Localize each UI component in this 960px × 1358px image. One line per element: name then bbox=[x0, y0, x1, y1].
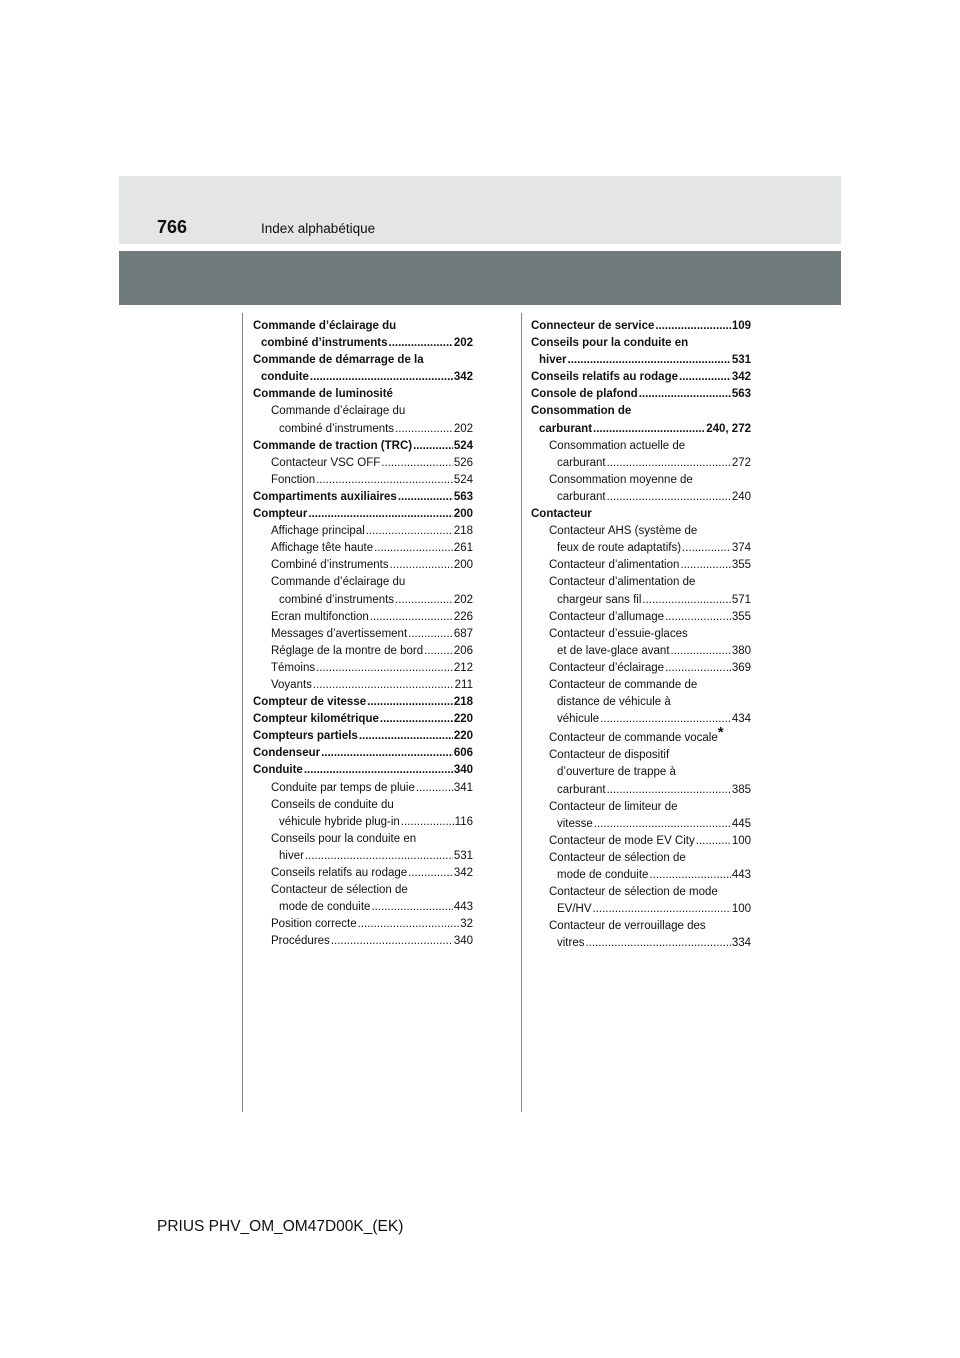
dot-leader bbox=[304, 762, 453, 779]
index-entry bbox=[531, 523, 751, 540]
index-entry-text: Contacteur bbox=[531, 508, 592, 521]
index-entry-page: 100 bbox=[731, 903, 751, 916]
index-entry bbox=[531, 850, 751, 867]
index-entry bbox=[531, 724, 751, 747]
index-entry-page: 218 bbox=[453, 696, 473, 709]
index-entry-text: Compteur bbox=[253, 508, 308, 521]
index-entry bbox=[253, 865, 473, 882]
index-entry-text: carburant bbox=[557, 783, 606, 796]
index-entry-page: 526 bbox=[453, 456, 473, 469]
index-entry-page: 524 bbox=[453, 473, 473, 486]
index-entry-text: Commande de luminosité bbox=[253, 388, 393, 401]
index-entry-page: 524 bbox=[453, 439, 473, 452]
dot-leader bbox=[370, 609, 453, 626]
index-column-right bbox=[531, 318, 751, 952]
section-banner bbox=[119, 251, 841, 305]
index-entry-page: 342 bbox=[453, 371, 473, 384]
index-entry-text: Contacteur de commande vocale bbox=[549, 732, 718, 745]
index-entry bbox=[253, 882, 473, 899]
dot-leader bbox=[367, 694, 453, 711]
dot-leader bbox=[696, 833, 731, 850]
index-entry-text: Fonction bbox=[271, 473, 316, 486]
index-entry-text: distance de véhicule à bbox=[557, 696, 671, 709]
index-entry bbox=[253, 660, 473, 677]
dot-leader bbox=[568, 352, 731, 369]
index-entry-page: 563 bbox=[731, 388, 751, 401]
dot-leader bbox=[593, 901, 731, 918]
dot-leader bbox=[642, 592, 730, 609]
index-entry bbox=[531, 421, 751, 438]
dot-leader bbox=[395, 421, 453, 438]
index-entry bbox=[253, 677, 473, 694]
index-entry-page: 220 bbox=[453, 730, 473, 743]
index-entry-text: Messages d’avertissement bbox=[271, 627, 408, 640]
index-entry-page: 240 bbox=[731, 490, 751, 503]
dot-leader bbox=[408, 626, 453, 643]
index-entry-page: 531 bbox=[453, 849, 473, 862]
index-entry bbox=[253, 438, 473, 455]
index-entry-text: Compteur de vitesse bbox=[253, 696, 367, 709]
index-entry-text: mode de conduite bbox=[279, 901, 371, 914]
index-entry bbox=[531, 489, 751, 506]
document-code: PRIUS PHV_OM_OM47D00K_(EK) bbox=[157, 1218, 404, 1235]
dot-leader bbox=[665, 609, 731, 626]
index-entry-page: 202 bbox=[453, 337, 473, 350]
index-entry-text: Combiné d’instruments bbox=[271, 559, 389, 572]
index-entry-text: Consommation de bbox=[531, 405, 632, 418]
index-entry-text: Contacteur de mode EV City bbox=[549, 834, 695, 847]
index-column-left bbox=[253, 318, 473, 950]
index-entry-text: hiver bbox=[279, 849, 304, 862]
index-entry bbox=[253, 523, 473, 540]
index-entry bbox=[253, 506, 473, 523]
index-entry-text: carburant bbox=[557, 456, 606, 469]
index-entry bbox=[253, 421, 473, 438]
index-entry bbox=[253, 916, 473, 933]
dot-leader bbox=[308, 506, 453, 523]
dot-leader bbox=[600, 711, 731, 728]
index-entry-page: 32 bbox=[460, 918, 473, 931]
index-entry-page: 531 bbox=[731, 354, 751, 367]
index-entry-text: carburant bbox=[539, 422, 593, 435]
index-entry-text: Conseils de conduite du bbox=[271, 798, 394, 811]
index-entry-text: Contacteur de dispositif bbox=[549, 749, 670, 762]
index-entry bbox=[253, 694, 473, 711]
index-entry-text: Conseils relatifs au rodage bbox=[271, 867, 408, 879]
index-entry-page: 116 bbox=[454, 815, 473, 828]
index-entry-text: Conduite par temps de pluie bbox=[271, 781, 415, 794]
index-entry-text: Ecran multifonction bbox=[271, 610, 369, 623]
index-entry bbox=[253, 540, 473, 557]
index-entry-text: Contacteur AHS (système de bbox=[549, 525, 698, 538]
index-entry-text: et de lave-glace avant bbox=[557, 644, 670, 657]
index-entry-text: Contacteur de commande de bbox=[549, 678, 698, 691]
index-entry-text: Compteurs partiels bbox=[253, 730, 358, 743]
index-entry bbox=[531, 352, 751, 369]
index-entry bbox=[253, 780, 473, 797]
index-entry-text: Contacteur VSC OFF bbox=[271, 456, 381, 469]
index-entry bbox=[253, 472, 473, 489]
index-entry-text: combiné d’instruments bbox=[279, 593, 395, 606]
index-entry-page: 380 bbox=[731, 644, 751, 657]
index-entry bbox=[253, 814, 473, 831]
index-entry-text: Consommation moyenne de bbox=[549, 473, 693, 486]
index-entry-text: véhicule bbox=[557, 713, 600, 726]
index-entry-text: Contacteur d’allumage bbox=[549, 610, 665, 623]
index-entry bbox=[531, 884, 751, 901]
index-entry-text: Commande de traction (TRC) bbox=[253, 439, 413, 452]
index-entry-text: Contacteur d’essuie-glaces bbox=[549, 627, 688, 640]
index-entry-page: 100 bbox=[731, 834, 751, 847]
index-entry-text: Compartiments auxiliaires bbox=[253, 490, 397, 503]
index-entry-text: Affichage principal bbox=[271, 525, 365, 538]
index-entry-page: 109 bbox=[731, 320, 751, 332]
index-entry bbox=[253, 762, 473, 779]
index-entry bbox=[531, 386, 751, 403]
dot-leader bbox=[401, 814, 454, 831]
dot-leader bbox=[305, 848, 453, 865]
index-entry-text: Témoins bbox=[271, 661, 316, 674]
index-entry bbox=[531, 816, 751, 833]
index-entry-page: 342 bbox=[731, 371, 751, 384]
index-entry-page: 340 bbox=[453, 764, 473, 777]
dot-leader bbox=[374, 540, 453, 557]
dot-leader bbox=[390, 557, 453, 574]
index-entry-page: 211 bbox=[454, 678, 473, 691]
dot-leader bbox=[359, 728, 453, 745]
index-entry-text: Contacteur de sélection de mode bbox=[549, 886, 718, 899]
index-entry-page: 334 bbox=[731, 937, 751, 950]
page-number: 766 bbox=[157, 217, 188, 237]
index-entry-page: 200 bbox=[453, 559, 473, 572]
dot-leader bbox=[682, 540, 731, 557]
index-entry-text: vitesse bbox=[557, 817, 593, 830]
index-entry-page: 202 bbox=[453, 422, 473, 435]
dot-leader bbox=[398, 489, 453, 506]
dot-leader bbox=[671, 643, 731, 660]
index-entry-page: 571 bbox=[731, 593, 751, 606]
index-entry bbox=[531, 335, 751, 352]
index-entry bbox=[253, 831, 473, 848]
index-entry-page: 434 bbox=[731, 713, 751, 726]
dot-leader bbox=[655, 318, 730, 335]
dot-leader bbox=[679, 369, 731, 386]
index-entry-text: feux de route adaptatifs) bbox=[557, 542, 682, 555]
index-entry bbox=[253, 369, 473, 386]
index-entry bbox=[253, 609, 473, 626]
index-entry bbox=[531, 782, 751, 799]
index-entry-text: Commande de démarrage de la bbox=[253, 354, 424, 367]
index-entry bbox=[253, 711, 473, 728]
index-entry bbox=[531, 747, 751, 764]
index-entry bbox=[253, 848, 473, 865]
index-entry bbox=[531, 867, 751, 884]
index-entry-text: Commande d’éclairage du bbox=[253, 320, 397, 332]
index-entry-page: 341 bbox=[453, 781, 473, 794]
index-entry-text: Commande d’éclairage du bbox=[271, 405, 406, 418]
dot-leader bbox=[316, 472, 453, 489]
dot-leader bbox=[358, 916, 460, 933]
dot-leader bbox=[331, 933, 453, 950]
index-entry bbox=[531, 799, 751, 816]
index-entry-text: mode de conduite bbox=[557, 869, 649, 881]
index-entry bbox=[531, 677, 751, 694]
dot-leader bbox=[680, 557, 730, 574]
index-entry bbox=[531, 660, 751, 677]
section-title: Index alphabétique bbox=[261, 221, 376, 236]
index-entry bbox=[531, 592, 751, 609]
index-entry-text: Console de plafond bbox=[531, 388, 638, 401]
dot-leader bbox=[313, 677, 454, 694]
index-entry bbox=[253, 318, 473, 335]
index-entry-text: d’ouverture de trappe à bbox=[557, 766, 676, 779]
index-entry bbox=[531, 574, 751, 591]
index-entry-text: Contacteur de sélection de bbox=[271, 884, 408, 897]
index-entry-page: 202 bbox=[453, 593, 473, 606]
index-entry-text: carburant bbox=[557, 490, 606, 503]
index-entry bbox=[531, 694, 751, 711]
index-entry bbox=[531, 540, 751, 557]
index-entry-text: véhicule hybride plug-in bbox=[279, 815, 400, 828]
index-entry-text: Contacteur d’éclairage bbox=[549, 661, 665, 674]
index-entry-page: 340 bbox=[453, 935, 473, 948]
footnote-asterisk: * bbox=[717, 724, 724, 742]
index-entry-text: Connecteur de service bbox=[531, 320, 655, 332]
index-entry-page: 443 bbox=[731, 869, 751, 881]
dot-leader bbox=[594, 816, 731, 833]
index-entry-page: 212 bbox=[453, 661, 473, 674]
index-entry-text: chargeur sans fil bbox=[557, 593, 642, 606]
index-entry bbox=[253, 386, 473, 403]
index-entry bbox=[531, 833, 751, 850]
index-entry-text: Contacteur d’alimentation bbox=[549, 559, 680, 572]
index-entry bbox=[253, 933, 473, 950]
index-entry bbox=[531, 438, 751, 455]
index-entry bbox=[531, 643, 751, 660]
header-band bbox=[119, 176, 841, 244]
dot-leader bbox=[316, 660, 453, 677]
index-entry-text: Réglage de la montre de bord bbox=[271, 644, 424, 657]
index-entry-text: Conseils pour la conduite en bbox=[271, 832, 417, 845]
index-entry-page: 272 bbox=[731, 456, 751, 469]
index-entry-page: 385 bbox=[731, 783, 751, 796]
index-entry bbox=[253, 592, 473, 609]
index-entry-page: 369 bbox=[731, 661, 751, 674]
index-entry-page: 445 bbox=[731, 817, 751, 830]
index-entry-text: Condenseur bbox=[253, 747, 321, 760]
dot-leader bbox=[639, 386, 731, 403]
index-entry bbox=[253, 489, 473, 506]
dot-leader bbox=[585, 935, 730, 952]
index-entry-text: Conseils pour la conduite en bbox=[531, 337, 689, 350]
index-entry-text: Affichage tête haute bbox=[271, 542, 374, 555]
index-entry bbox=[253, 335, 473, 352]
index-entry-text: Commande d’éclairage du bbox=[271, 576, 406, 589]
index-entry-page: 563 bbox=[453, 490, 473, 503]
index-entry-page: 200 bbox=[453, 508, 473, 521]
index-entry bbox=[253, 557, 473, 574]
index-entry-page: 355 bbox=[731, 559, 751, 572]
dot-leader bbox=[413, 438, 453, 455]
index-entry bbox=[253, 745, 473, 762]
index-entry bbox=[253, 626, 473, 643]
index-entry-text: Compteur kilométrique bbox=[253, 713, 379, 726]
dot-leader bbox=[665, 660, 731, 677]
index-entry bbox=[531, 609, 751, 626]
dot-leader bbox=[607, 489, 731, 506]
index-entry-text: Conduite bbox=[253, 764, 303, 777]
dot-leader bbox=[371, 899, 452, 916]
index-entry bbox=[531, 455, 751, 472]
index-entry-page: 218 bbox=[453, 525, 473, 538]
index-entry bbox=[531, 403, 751, 420]
index-entry-text: Position correcte bbox=[271, 918, 357, 931]
index-entry-text: Contacteur de limiteur de bbox=[549, 800, 678, 813]
index-entry-page: 240, 272 bbox=[706, 422, 751, 435]
index-entry bbox=[253, 403, 473, 420]
index-entry-text: combiné d’instruments bbox=[261, 337, 388, 350]
column-divider-left bbox=[242, 313, 243, 1112]
dot-leader bbox=[607, 782, 731, 799]
index-entry bbox=[253, 797, 473, 814]
index-entry-text: Voyants bbox=[271, 678, 312, 691]
dot-leader bbox=[380, 711, 453, 728]
index-entry bbox=[253, 899, 473, 916]
dot-leader bbox=[593, 421, 705, 438]
index-entry-text: EV/HV bbox=[557, 903, 592, 916]
column-divider-middle bbox=[521, 313, 522, 1112]
index-entry-page: 443 bbox=[453, 901, 473, 914]
index-entry-page: 220 bbox=[453, 713, 473, 726]
index-entry-text: conduite bbox=[261, 371, 309, 384]
index-entry-text: vitres bbox=[557, 937, 585, 950]
dot-leader bbox=[607, 455, 731, 472]
dot-leader bbox=[424, 643, 453, 660]
dot-leader bbox=[389, 335, 453, 352]
index-entry bbox=[531, 557, 751, 574]
dot-leader bbox=[416, 780, 453, 797]
dot-leader bbox=[649, 867, 730, 884]
index-entry bbox=[253, 352, 473, 369]
index-entry-text: Consommation actuelle de bbox=[549, 439, 686, 452]
index-entry bbox=[253, 643, 473, 660]
dot-leader bbox=[395, 592, 453, 609]
index-entry bbox=[531, 935, 751, 952]
index-entry-text: combiné d’instruments bbox=[279, 422, 395, 435]
index-entry bbox=[531, 318, 751, 335]
index-entry-page: 226 bbox=[453, 610, 473, 623]
index-entry bbox=[531, 626, 751, 643]
dot-leader bbox=[321, 745, 453, 762]
index-entry bbox=[531, 506, 751, 523]
index-entry-page: 261 bbox=[453, 542, 473, 555]
index-entry-page: 355 bbox=[731, 610, 751, 623]
dot-leader bbox=[381, 455, 453, 472]
index-entry-page: 687 bbox=[453, 627, 473, 640]
dot-leader bbox=[310, 369, 453, 386]
index-entry-page: 374 bbox=[731, 542, 751, 555]
index-entry-text: hiver bbox=[539, 354, 567, 367]
index-entry-text: Procédures bbox=[271, 935, 330, 948]
index-entry bbox=[253, 574, 473, 591]
index-entry bbox=[253, 455, 473, 472]
index-entry bbox=[531, 901, 751, 918]
dot-leader bbox=[366, 523, 453, 540]
index-entry-page: 342 bbox=[453, 867, 473, 879]
index-entry-page: 606 bbox=[453, 747, 473, 760]
index-entry-page: 206 bbox=[453, 644, 473, 657]
index-entry bbox=[253, 728, 473, 745]
index-entry bbox=[531, 918, 751, 935]
index-entry bbox=[531, 764, 751, 781]
index-entry-text: Contacteur de sélection de bbox=[549, 851, 686, 864]
dot-leader bbox=[408, 865, 453, 882]
index-entry-text: Contacteur d’alimentation de bbox=[549, 576, 696, 589]
index-entry bbox=[531, 369, 751, 386]
index-entry-text: Contacteur de verrouillage des bbox=[549, 920, 706, 933]
index-entry bbox=[531, 472, 751, 489]
index-entry-text: Conseils relatifs au rodage bbox=[531, 371, 678, 384]
